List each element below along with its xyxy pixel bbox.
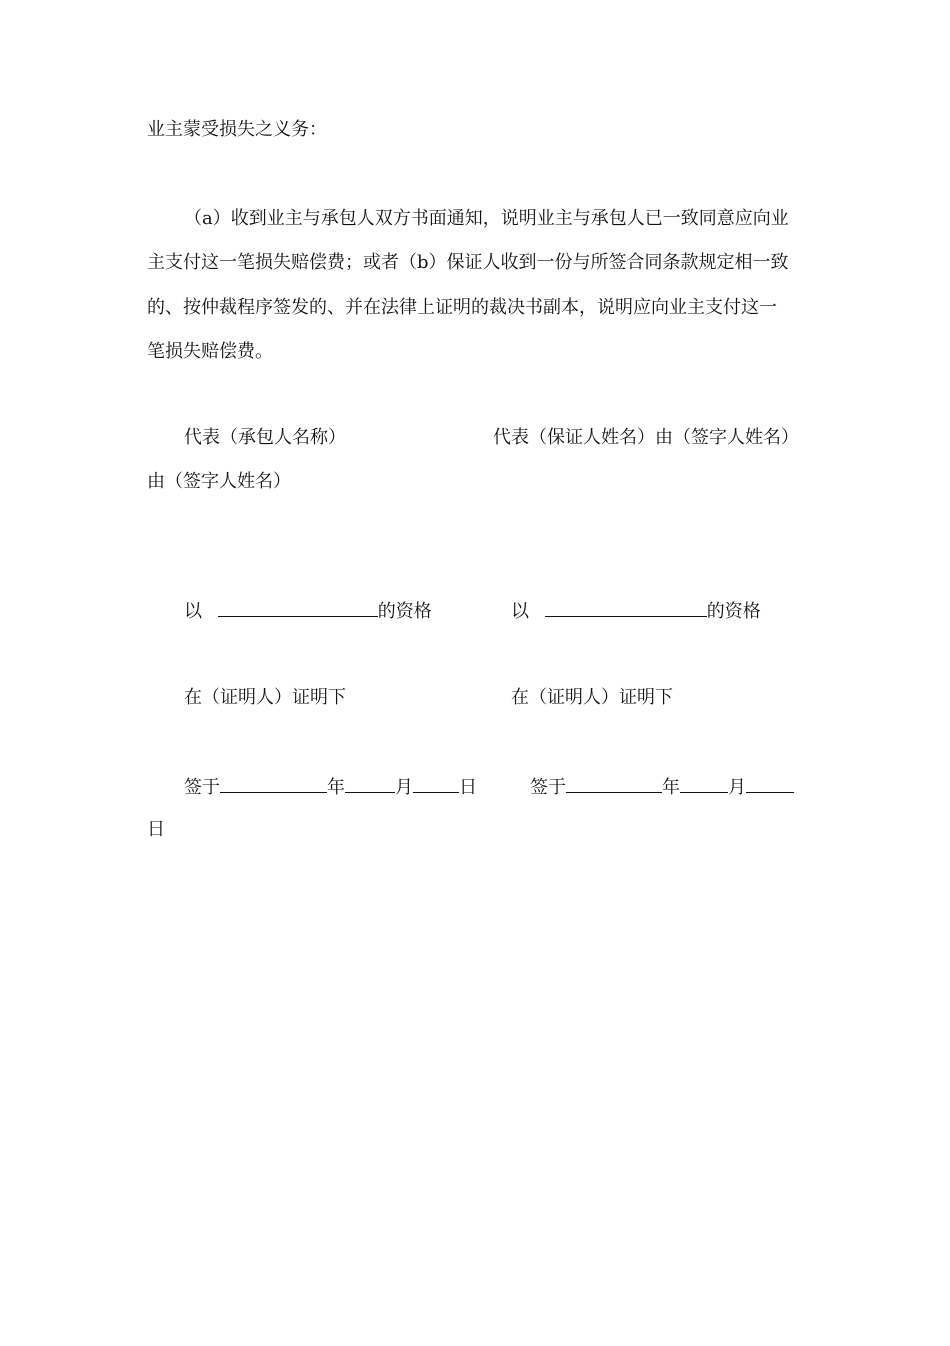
signed-day-blank-left[interactable]	[413, 774, 459, 793]
rep-continuation: 由（签字人姓名）	[147, 471, 291, 492]
paragraph-line-1: （a）收到业主与承包人双方书面通知，说明业主与承包人已一致同意应向业	[184, 208, 789, 229]
rep-guarantor-label: 代表（保证人姓名）由（签字人姓名）	[493, 427, 799, 448]
signed-month-label: 月	[395, 777, 413, 798]
capacity-suffix: 的资格	[377, 601, 432, 622]
signed-year-label: 年	[327, 777, 345, 798]
signed-day-label: 日	[459, 777, 477, 798]
witness-row	[0, 686, 950, 710]
paragraph-line-3: 的、按仲裁程序签发的、并在法律上证明的裁决书副本，说明应向业主支付这一	[147, 297, 777, 318]
capacity-prefix: 以	[511, 601, 529, 622]
signed-month-blank-right[interactable]	[680, 774, 728, 793]
capacity-blank-left[interactable]	[218, 598, 378, 617]
capacity-row	[0, 598, 950, 622]
intro-line: 业主蒙受损失之义务：	[147, 119, 327, 140]
signed-prefix: 签于	[530, 777, 566, 798]
paragraph-line-2: 主支付这一笔损失赔偿费；或者（b）保证人收到一份与所签合同条款规定相一致	[147, 252, 789, 273]
signed-year-blank-right[interactable]	[566, 774, 662, 793]
capacity-suffix: 的资格	[706, 601, 761, 622]
capacity-right	[511, 598, 761, 624]
rep-row	[0, 426, 950, 450]
signed-row	[0, 774, 950, 798]
signed-right	[530, 774, 794, 800]
witness-right: 在（证明人）证明下	[511, 687, 673, 708]
witness-left: 在（证明人）证明下	[184, 687, 346, 708]
signed-month-label: 月	[728, 777, 746, 798]
signed-prefix: 签于	[184, 777, 220, 798]
capacity-prefix: 以	[184, 601, 202, 622]
signed-day-continuation: 日	[147, 819, 165, 840]
paragraph-line-4: 笔损失赔偿费。	[147, 341, 273, 362]
signed-day-blank-right[interactable]	[746, 774, 794, 793]
capacity-blank-right[interactable]	[545, 598, 707, 617]
signed-left	[184, 774, 477, 800]
capacity-left	[184, 598, 432, 624]
rep-contractor-label: 代表（承包人名称）	[184, 427, 346, 448]
signed-year-label: 年	[662, 777, 680, 798]
signed-year-blank-left[interactable]	[220, 774, 327, 793]
signed-month-blank-left[interactable]	[345, 774, 395, 793]
